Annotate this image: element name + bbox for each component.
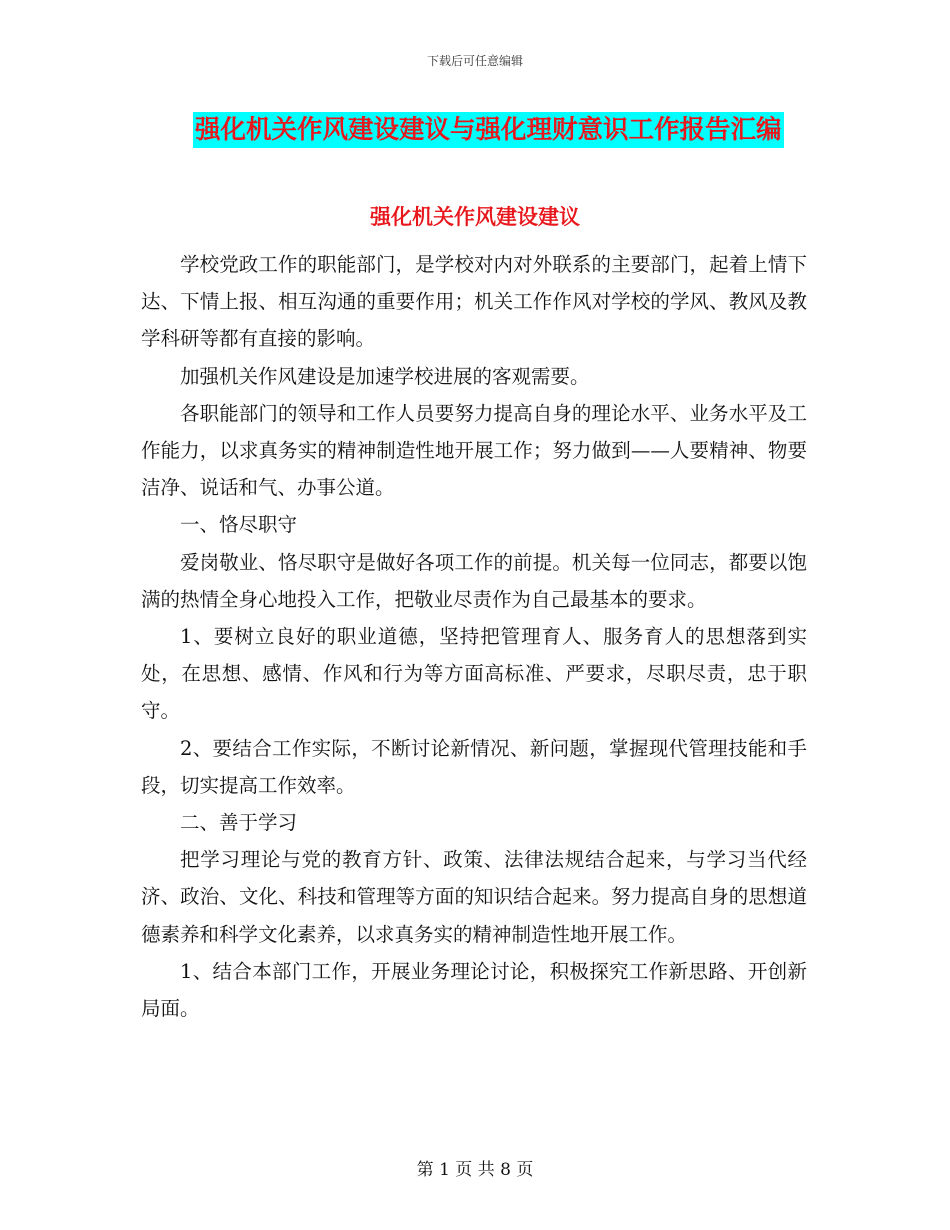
- page-header-note: 下载后可任意编辑: [426, 54, 523, 68]
- paragraph: 各职能部门的领导和工作人员要努力提高自身的理论水平、业务水平及工作能力，以求真务实的精神制造性地开展工作；努力做到——人要精神、物要洁净、说话和气、办事公道。: [141, 401, 807, 500]
- paragraph: 加强机关作风建设是加速学校进展的客观需要。: [180, 364, 590, 388]
- document-body: [141, 246, 807, 1027]
- paragraph: 1、结合本部门工作，开展业务理论讨论，积极探究工作新思路、开创新局面。: [141, 959, 807, 1021]
- page-number-footer: 第 1 页 共 8 页: [416, 1160, 534, 1180]
- paragraph: 1、要树立良好的职业道德，坚持把管理育人、服务育人的思想落到实处，在思想、感情、作风和行为等方面高标准、严要求，尽职尽责，忠于职守。: [141, 625, 807, 723]
- section-title: 强化机关作风建设建议: [370, 205, 580, 229]
- document-title: 强化机关作风建设建议与强化理财意识工作报告汇编: [193, 112, 784, 148]
- paragraph: 2、要结合工作实际，不断讨论新情况、新问题，掌握现代管理技能和手段，切实提高工作效率。: [141, 736, 807, 797]
- paragraph: 学校党政工作的职能部门，是学校对内对外联系的主要部门，起着上情下达、下情上报、相互沟通的重要作用；机关工作作风对学校的学风、教风及教学科研等都有直接的影响。: [141, 253, 807, 351]
- subheading: 一、恪尽职守: [180, 513, 298, 537]
- subheading: 二、善于学习: [180, 811, 298, 835]
- paragraph: 把学习理论与党的教育方针、政策、法律法规结合起来，与学习当代经济、政治、文化、科技和管理等方面的知识结合起来。努力提高自身的思想道德素养和科学文化素养，以求真务实的精神制造性地开展工作。: [141, 848, 807, 946]
- paragraph: 爱岗敬业、恪尽职守是做好各项工作的前提。机关每一位同志，都要以饱满的热情全身心地投入工作，把敬业尽责作为自己最基本的要求。: [141, 550, 807, 611]
